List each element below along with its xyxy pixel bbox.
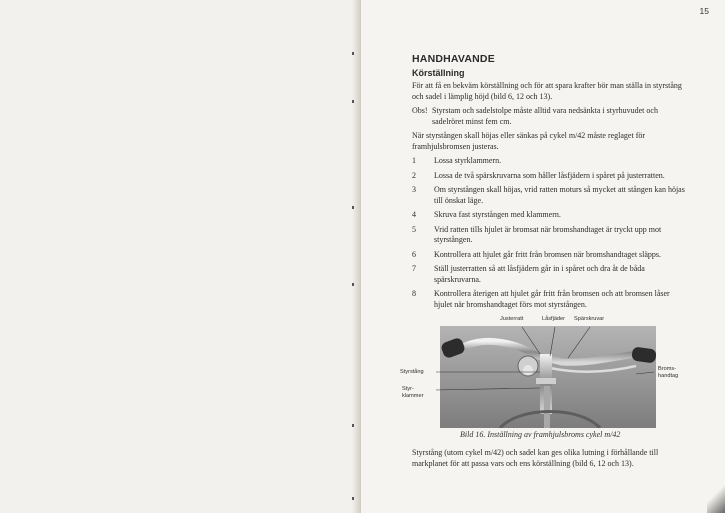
label-styrklammer — [402, 386, 423, 400]
list-item — [412, 185, 688, 206]
label-styrklammer-line2: klammer — [402, 393, 424, 399]
step-number: 4 — [412, 210, 416, 219]
section-subheading: Körställning — [412, 67, 465, 78]
list-item — [412, 225, 688, 246]
step-text: Lossa styrklammern. — [434, 156, 502, 165]
step-number: 8 — [412, 289, 416, 298]
step-text: Skruva fast styrstången med klammern. — [434, 210, 561, 219]
section-heading: HANDHAVANDE — [412, 53, 495, 65]
label-sparskruvar: Spärskruvar — [574, 316, 605, 322]
page-number: 15 — [699, 6, 709, 16]
main-text — [412, 54, 688, 314]
list-item — [412, 171, 688, 182]
margin-speck — [352, 206, 354, 209]
step-number: 1 — [412, 156, 416, 165]
label-leader-lines — [400, 316, 695, 438]
step-text: Vrid ratten tills hjulet är bromsat när bromshandtaget är tryckt upp mot styrstången. — [434, 224, 662, 244]
figure-bild-16 — [400, 316, 695, 438]
margin-speck — [352, 283, 354, 286]
step-text: Om styrstången skall höjas, vrid ratten moturs så mycket att stången kan höjas till önskat läge. — [434, 185, 685, 205]
step-text: Ställ justerratten så att låsfjädern går in i spåret och dra åt de båda spärskruvarna. — [434, 264, 645, 284]
note-label: Obs! — [412, 106, 428, 115]
list-item — [412, 210, 688, 221]
step-number: 7 — [412, 264, 416, 273]
step-number: 3 — [412, 185, 416, 194]
step-text: Lossa de två spärskruvarna som håller låsfjädern i spåret på justerratten. — [434, 170, 665, 180]
label-bromshandtag-line1: Broms- — [658, 366, 677, 372]
margin-speck — [352, 497, 354, 500]
step-text: Kontrollera att hjulet går fritt från bromsen när bromshandtaget släpps. — [434, 249, 662, 259]
label-styrklammer-line1: Styr- — [402, 386, 414, 392]
page-corner-shadow — [707, 473, 725, 513]
left-page-blank — [0, 0, 361, 513]
intro-paragraph: För att få en bekväm körställning och för att spara krafter bör man ställa in styrstång och sadel i lämplig höjd (bild 6, 12 och 13). — [412, 81, 682, 101]
figure-caption: Bild 16. Inställning av framhjulsbroms cykel m/42 — [460, 430, 621, 439]
list-item — [412, 289, 688, 310]
step-number: 6 — [412, 249, 416, 259]
step-text: Kontrollera återigen att hjulet går fritt från bromsen och att bromsen låser hjulet när bromshandtaget förs mot styrstången. — [434, 289, 670, 309]
margin-speck — [352, 52, 354, 55]
label-bromshandtag — [658, 366, 678, 380]
note — [412, 106, 688, 127]
note-text: Styrstam och sadelstolpe måste alltid vara nedsänkta i styrhuvudet och sadelröret minst fem cm. — [432, 106, 658, 126]
list-item — [412, 264, 688, 285]
list-item — [412, 250, 688, 261]
closing-paragraph: Styrstång (utom cykel m/42) och sadel kan ges olika lutning i förhållande till markplanet för att passa vars och ens körställning (bild 6, 12 och 13). — [412, 448, 659, 468]
step-number: 5 — [412, 224, 416, 234]
margin-speck — [352, 424, 354, 427]
list-item — [412, 156, 688, 167]
label-lasfjader: Låsfjäder — [542, 316, 566, 322]
margin-speck — [352, 100, 354, 103]
label-bromshandtag-line2: handtag — [658, 373, 679, 379]
step-number: 2 — [412, 170, 416, 180]
label-justerratt: Justerratt — [500, 316, 524, 322]
instruction-paragraph: När styrstången skall höjas eller sänkas på cykel m/42 måste reglaget för framhjulsbromsen justeras. — [412, 131, 646, 151]
label-styrstang: Styrstång — [400, 369, 424, 375]
steps-list — [412, 156, 688, 310]
